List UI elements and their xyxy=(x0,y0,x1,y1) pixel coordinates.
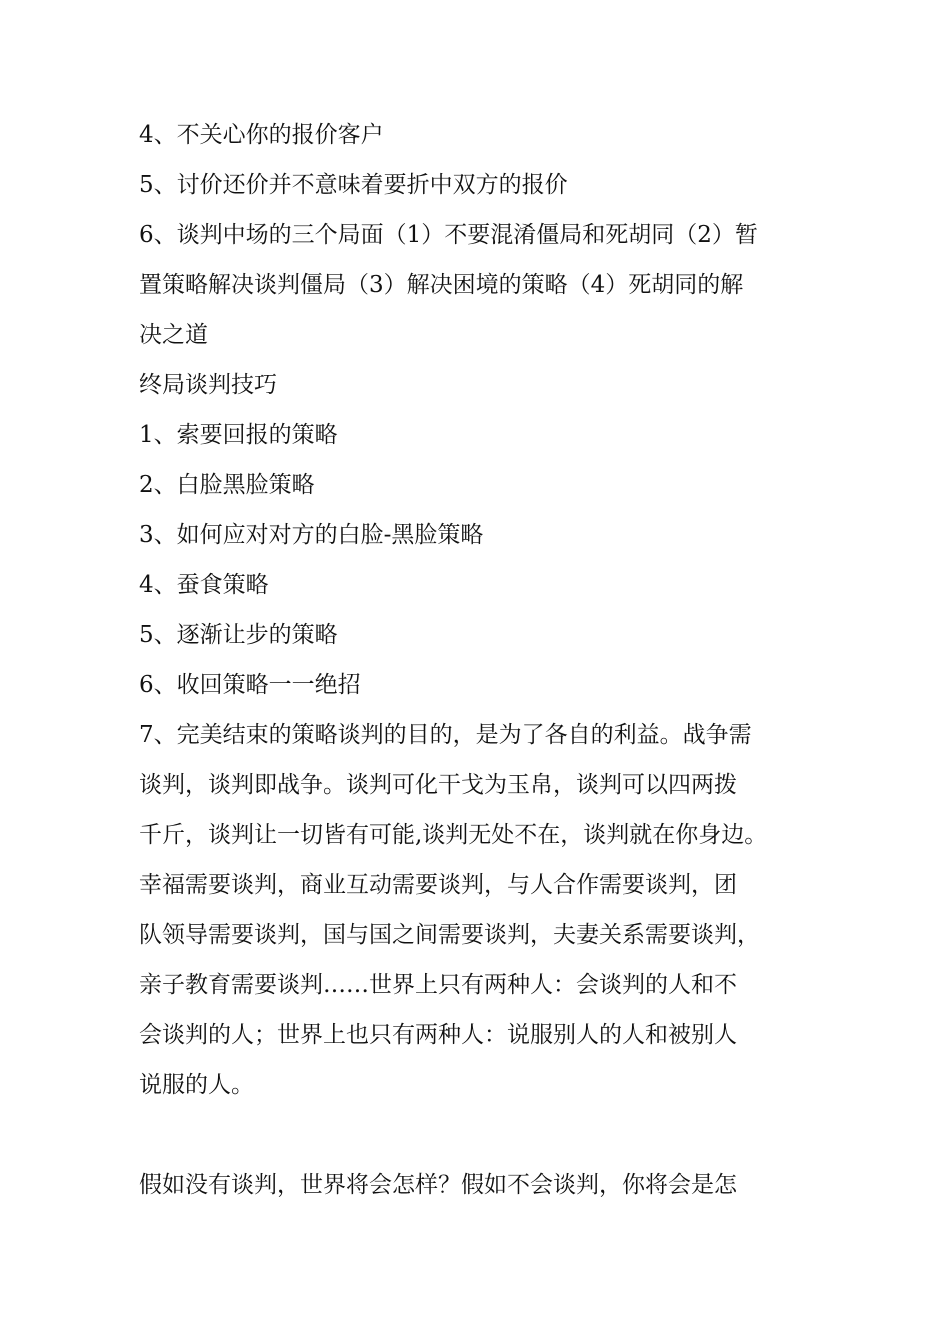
list-item-5-gradual-concession: 5、逐渐让步的策略 xyxy=(139,622,338,648)
list-item-2-good-cop-bad-cop: 2、白脸黑脸策略 xyxy=(139,472,315,498)
paragraph-line: 谈判，谈判即战争。谈判可化干戈为玉帛，谈判可以四两拨 xyxy=(139,772,737,798)
list-item-3-counter-strategy: 3、如何应对对方的白脸-黑脸策略 xyxy=(139,522,484,548)
list-item-5-bargaining: 5、讨价还价并不意味着要折中双方的报价 xyxy=(139,172,568,198)
paragraph-line: 置策略解决谈判僵局（3）解决困境的策略（4）死胡同的解 xyxy=(139,272,744,298)
paragraph-line: 7、完美结束的策略谈判的目的，是为了各自的利益。战争需 xyxy=(139,722,752,748)
list-item-6-withdraw: 6、收回策略一一绝招 xyxy=(139,672,361,698)
paragraph-line: 决之道 xyxy=(139,322,208,348)
paragraph-line: 6、谈判中场的三个局面（1）不要混淆僵局和死胡同（2）暂 xyxy=(139,222,758,248)
blank-line xyxy=(139,1110,839,1160)
paragraph-line: 亲子教育需要谈判……世界上只有两种人：会谈判的人和不 xyxy=(139,972,737,998)
document-body xyxy=(139,110,839,1210)
list-item-1-ask-return: 1、索要回报的策略 xyxy=(139,422,338,448)
paragraph-line: 队领导需要谈判，国与国之间需要谈判，夫妻关系需要谈判， xyxy=(139,922,760,948)
list-item-4-unconcerned-client: 4、不关心你的报价客户 xyxy=(139,122,384,148)
paragraph-line: 幸福需要谈判，商业互动需要谈判，与人合作需要谈判，团 xyxy=(139,872,737,898)
list-item-4-nibbling: 4、蚕食策略 xyxy=(139,572,269,598)
paragraph-line: 千斤，谈判让一切皆有可能,谈判无处不在，谈判就在你身边。 xyxy=(139,822,768,848)
paragraph-line: 会谈判的人；世界上也只有两种人：说服别人的人和被别人 xyxy=(139,1022,737,1048)
section-heading-endgame: 终局谈判技巧 xyxy=(139,372,277,398)
paragraph-line: 说服的人。 xyxy=(139,1072,254,1098)
paragraph-line: 假如没有谈判，世界将会怎样？假如不会谈判，你将会是怎 xyxy=(139,1172,737,1198)
